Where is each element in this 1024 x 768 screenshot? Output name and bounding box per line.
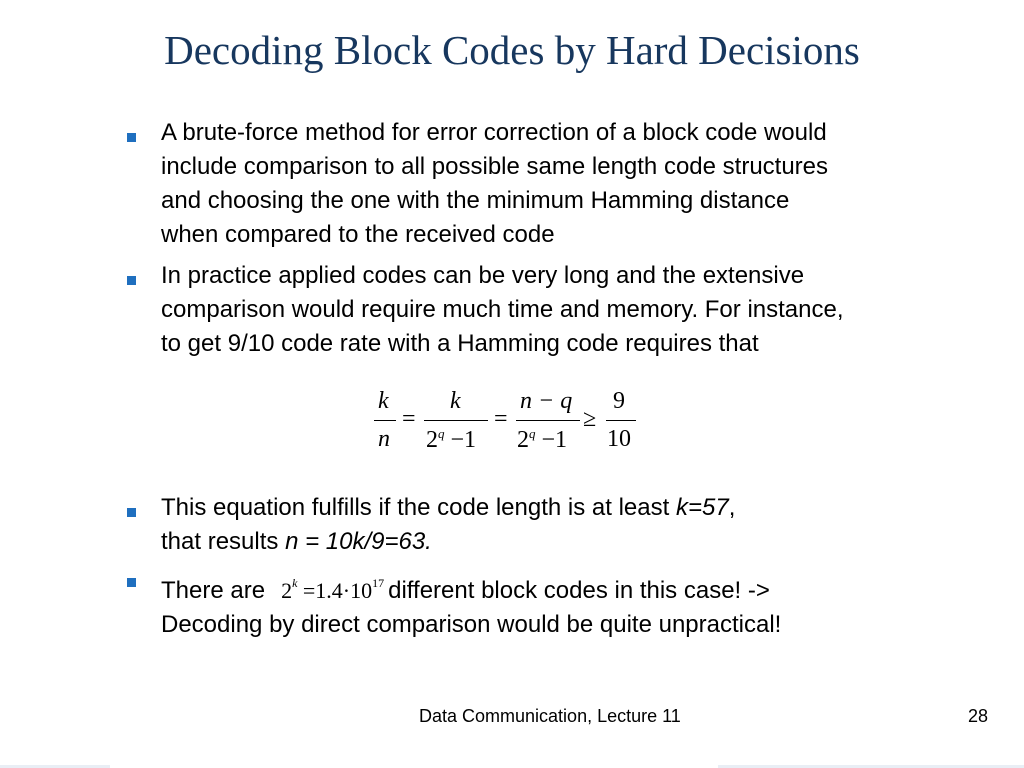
page-number: 28 <box>968 706 989 726</box>
text-span: different block codes in this case! -> <box>388 577 770 604</box>
bullet-text-4 <box>161 566 991 642</box>
text-span: that results <box>161 528 286 555</box>
fraction-bar <box>516 420 580 421</box>
eq-frac4-den: 10 <box>607 426 631 452</box>
italic-term: n = 10k/9=63. <box>285 528 432 555</box>
bullet-text-1 <box>161 116 991 252</box>
eq-den-rest: −1 <box>450 427 477 453</box>
eq-frac2-den <box>426 426 476 454</box>
text-line <box>161 566 991 608</box>
eq-den-base: 2 <box>426 427 438 453</box>
eq-frac3-num: n − q <box>520 388 573 414</box>
eq-frac1-num: k <box>378 388 389 414</box>
eq-den-rest: −1 <box>541 427 568 453</box>
text-line: and choosing the one with the minimum Hamming distance <box>161 187 790 214</box>
eq-frac1-den: n <box>378 426 390 452</box>
text-span: , <box>728 494 736 521</box>
text-line: A brute-force method for error correction of a block code would <box>161 119 827 146</box>
text-line: Decoding by direct comparison would be quite unpractical! <box>161 611 782 638</box>
bullet-marker <box>124 273 138 287</box>
eq-frac3-den <box>517 426 567 454</box>
text-span: There are <box>161 577 266 604</box>
bullet-marker <box>124 130 138 144</box>
bullet-marker <box>124 505 138 519</box>
eq-den-exp: q <box>529 426 536 441</box>
eq-den-base: 2 <box>517 427 529 453</box>
text-line: include comparison to all possible same length code structures <box>161 153 829 180</box>
italic-term: k=57 <box>675 494 729 521</box>
formula-exp: 17 <box>372 576 385 590</box>
text-line: In practice applied codes can be very long and the extensive <box>161 262 805 289</box>
text-line <box>161 491 991 525</box>
bullet-marker <box>124 575 138 589</box>
fraction-bar <box>606 420 636 421</box>
text-line: to get 9/10 code rate with a Hamming code requires that <box>161 330 759 357</box>
text-line: when compared to the received code <box>161 221 555 248</box>
fraction-bar <box>374 420 396 421</box>
text-span: This equation fulfills if the code length is at least <box>161 494 676 521</box>
bullet-text-3 <box>161 491 991 559</box>
fraction-bar <box>424 420 488 421</box>
inline-formula <box>281 566 384 608</box>
eq-geq: ≥ <box>583 406 597 432</box>
formula-rest: =1.4·10 <box>297 578 373 603</box>
formula-exp: k <box>292 576 298 590</box>
eq-den-exp: q <box>438 426 445 441</box>
eq-equals-1: = <box>402 406 416 432</box>
slide-title: Decoding Block Codes by Hard Decisions <box>164 27 860 73</box>
formula-base: 2 <box>281 578 293 603</box>
text-line: comparison would require much time and memory. For instance, <box>161 296 844 323</box>
text-line <box>161 525 991 559</box>
bullet-text-2 <box>161 259 991 361</box>
eq-equals-2: = <box>494 406 508 432</box>
code-rate-equation <box>370 384 650 460</box>
eq-frac4-num: 9 <box>613 388 625 414</box>
eq-frac2-num: k <box>450 388 461 414</box>
footer-course: Data Communication, Lecture 11 <box>419 706 681 726</box>
